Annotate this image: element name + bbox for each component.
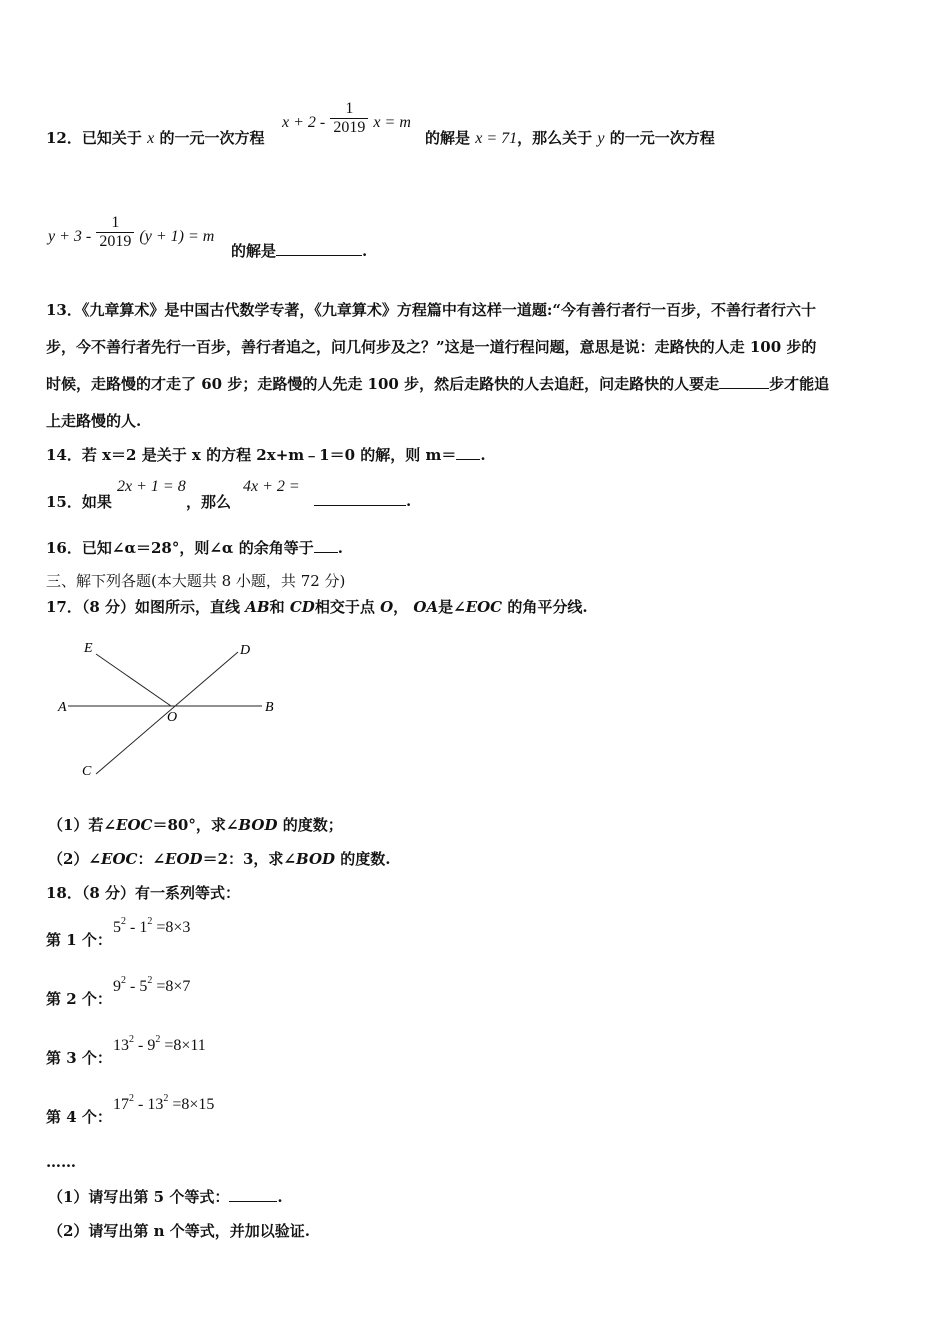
q15-equation-1: 2x + 1 = 8 [117, 478, 186, 495]
q18-item-4-label: 第 4 个： [46, 1108, 112, 1126]
q18-sub1: （1）请写出第 5 个等式： . [48, 1188, 283, 1206]
q13-line3: 时候，走路慢的才走了 60 步；走路慢的人先走 100 步，然后走路快的人去追赶，问走路快的人要走 步才能追 [46, 375, 830, 393]
q18-item-4-eq: $17^2 - 13^2 =8\times 15$ [113, 1093, 215, 1113]
q16: 16．已知∠α＝28°，则∠α 的余角等于 . [46, 539, 343, 557]
q15-answer: . [314, 491, 411, 510]
q17-sub2: （2）∠EOC：∠EOD＝2：3，求∠BOD 的度数. [48, 850, 391, 868]
q18-ellipsis: …… [46, 1153, 76, 1171]
q18-sub2: （2）请写出第 n 个等式，并加以验证. [48, 1222, 311, 1240]
q17-sub1: （1）若∠EOC＝80°，求∠BOD 的度数； [48, 816, 343, 834]
q18-item-2-eq: $9^2 - 5^2 =8\times 7$ [113, 975, 191, 995]
q12-line2-tail: 的解是 . [231, 242, 368, 260]
label-c: C [82, 764, 92, 779]
answer-blank[interactable] [456, 445, 480, 460]
q17-stem: 17．（8 分）如图所示，直线 AB和 CD相交于点 O， OA是∠EOC 的角平分线. [46, 598, 588, 616]
q12-equation-1: x + 2 - $\frac{1}{2019}$ x = m [282, 100, 411, 136]
q18-item-1-eq: $5^2 - 1^2 =8\times 3$ [113, 916, 191, 936]
question-number: 12． [46, 129, 82, 147]
answer-blank[interactable] [276, 241, 362, 256]
q14: 14．若 x＝2 是关于 x 的方程 2x+m﹣1＝0 的解，则 m＝ . [46, 446, 486, 464]
ray-oe [96, 654, 171, 706]
label-o: O [167, 710, 178, 725]
answer-blank[interactable] [719, 374, 769, 389]
label-a: A [58, 700, 67, 715]
q17-figure [50, 632, 290, 782]
answer-blank[interactable] [314, 538, 338, 553]
q12-line1-tail: 的解是 x = 71，那么关于 y 的一元一次方程 [425, 129, 715, 147]
q15-equation-2: 4x + 2 = [243, 478, 300, 495]
label-b: B [265, 700, 274, 715]
fraction: $\frac{1}{2019}$ [330, 100, 368, 137]
fraction: $\frac{1}{2019}$ [96, 214, 134, 251]
answer-blank[interactable] [314, 491, 406, 506]
q13-line4: 上走路慢的人. [46, 412, 142, 430]
label-d: D [240, 643, 251, 658]
q13-line2: 步，今不善行者先行一百步，善行者追之，问几何步及之？”这是一道行程问题，意思是说：走路快的人走 100 步的 [46, 338, 817, 356]
answer-blank[interactable] [229, 1187, 277, 1202]
q18-item-1-label: 第 1 个： [46, 931, 112, 949]
q13-line1: 13．《九章算术》是中国古代数学专著，《九章算术》方程篇中有这样一道题:“今有善行者行一百步，不善行者行六十 [46, 301, 817, 319]
q15-lead: 15．如果 [46, 493, 112, 511]
q12-line1: 12．已知关于 x 的一元一次方程 [46, 129, 265, 147]
q15-mid: ，那么 [186, 493, 232, 511]
q18-stem: 18．（8 分）有一系列等式： [46, 884, 241, 902]
q18-item-3-eq: $13^2 - 9^2 =8\times 11$ [113, 1034, 206, 1054]
q18-item-2-label: 第 2 个： [46, 990, 112, 1008]
section-title: 三、解下列各题(本大题共 8 小题，共 72 分) [46, 572, 346, 590]
q18-item-3-label: 第 3 个： [46, 1049, 112, 1067]
label-e: E [84, 641, 93, 656]
q12-equation-2: y + 3 - $\frac{1}{2019}$ (y + 1) = m [48, 214, 215, 250]
